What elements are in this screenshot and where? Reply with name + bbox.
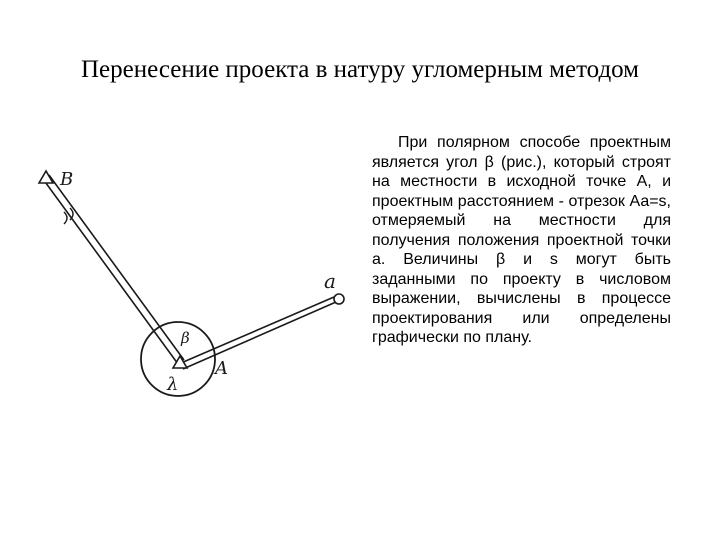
- label-lambda: λ: [167, 374, 179, 395]
- label-a-capital: A: [215, 358, 228, 379]
- label-beta: β: [181, 329, 190, 347]
- point-a-circle: [334, 294, 344, 304]
- tick-mark: [64, 212, 67, 224]
- polar-method-diagram: [30, 160, 360, 420]
- line-to-a-outer: [181, 297, 334, 363]
- body-paragraph: При полярном способе проектным является угол β (рис.), который строят на местности в исходной точке А, и проектным расстоянием - отрезок Аа=s, отмеряемый на местности для получения положения проектной точки а. Величины β и s могут быть заданными по проекту в числовом выражении, вычислены в процессе проектирования или определены графически по плану.: [372, 134, 671, 346]
- label-a-small: a: [324, 269, 336, 293]
- line-to-b-outer: [43, 179, 178, 364]
- line-to-b-inner: [49, 175, 184, 360]
- label-b: B: [60, 169, 74, 190]
- slide-title: Перенесение проекта в натуру угломерным методом: [80, 56, 640, 83]
